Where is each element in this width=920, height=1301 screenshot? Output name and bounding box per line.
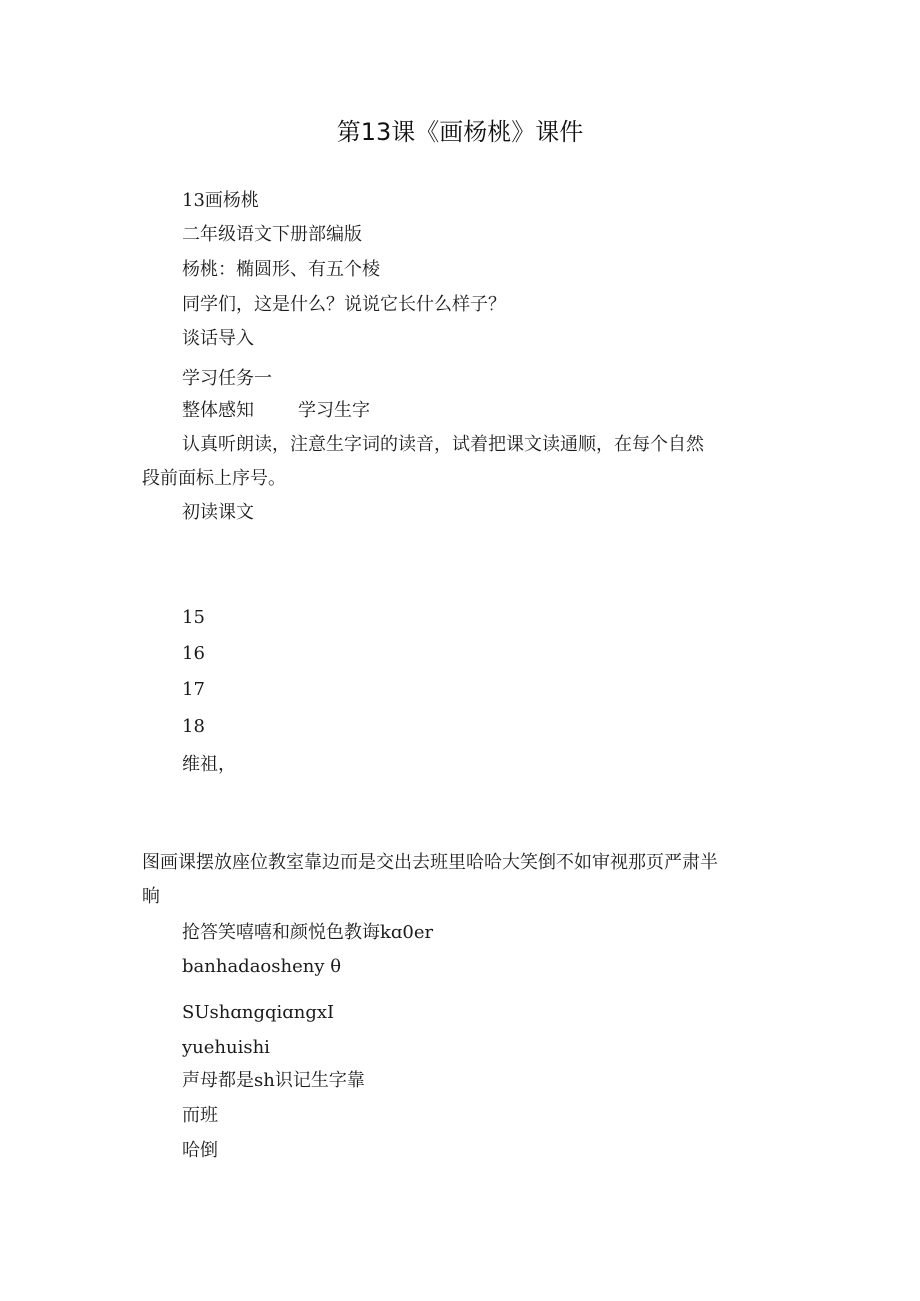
task-heading: 学习任务一 — [182, 368, 272, 389]
text-line: 同学们，这是什么？说说它长什么样子？ — [182, 294, 506, 315]
number-line: 18 — [182, 716, 205, 737]
text-line: 杨桃：椭圆形、有五个棱 — [182, 259, 380, 280]
number-line: 15 — [182, 607, 205, 628]
task-subheading — [182, 399, 370, 423]
section-label: 谈话导入 — [182, 328, 254, 349]
text-line: 而班 — [182, 1105, 218, 1126]
text-line: 声母都是sh识记生字靠 — [182, 1070, 365, 1091]
pinyin-line: banhadaosheny θ — [182, 956, 342, 977]
page-title: 第13课《画杨桃》课件 — [336, 118, 584, 146]
number-line: 16 — [182, 643, 205, 664]
paragraph-line: 段前面标上序号。 — [142, 468, 286, 489]
vocab-line: 晌 — [142, 886, 160, 907]
grade-edition: 二年级语文下册部编版 — [182, 224, 362, 245]
task-part-1: 整体感知 — [182, 400, 254, 421]
pinyin-line: SUshɑngqiɑngxI — [182, 1002, 335, 1023]
lesson-heading: 13画杨桃 — [182, 190, 259, 211]
text-line: 哈倒 — [182, 1140, 218, 1161]
text-line: 维祖， — [182, 754, 236, 775]
pinyin-line: yuehuishi — [182, 1037, 270, 1058]
number-line: 17 — [182, 679, 205, 700]
paragraph-line: 认真听朗读，注意生字词的读音，试着把课文读通顺，在每个自然 — [182, 434, 704, 455]
task-part-2: 学习生字 — [298, 400, 370, 421]
vocab-line: 抢答笑嘻嘻和颜悦色教诲kɑ0er — [182, 922, 434, 943]
section-label: 初读课文 — [182, 502, 254, 523]
vocab-line: 图画课摆放座位教室靠边而是交出去班里哈哈大笑倒不如审视那页严肃半 — [142, 852, 718, 873]
